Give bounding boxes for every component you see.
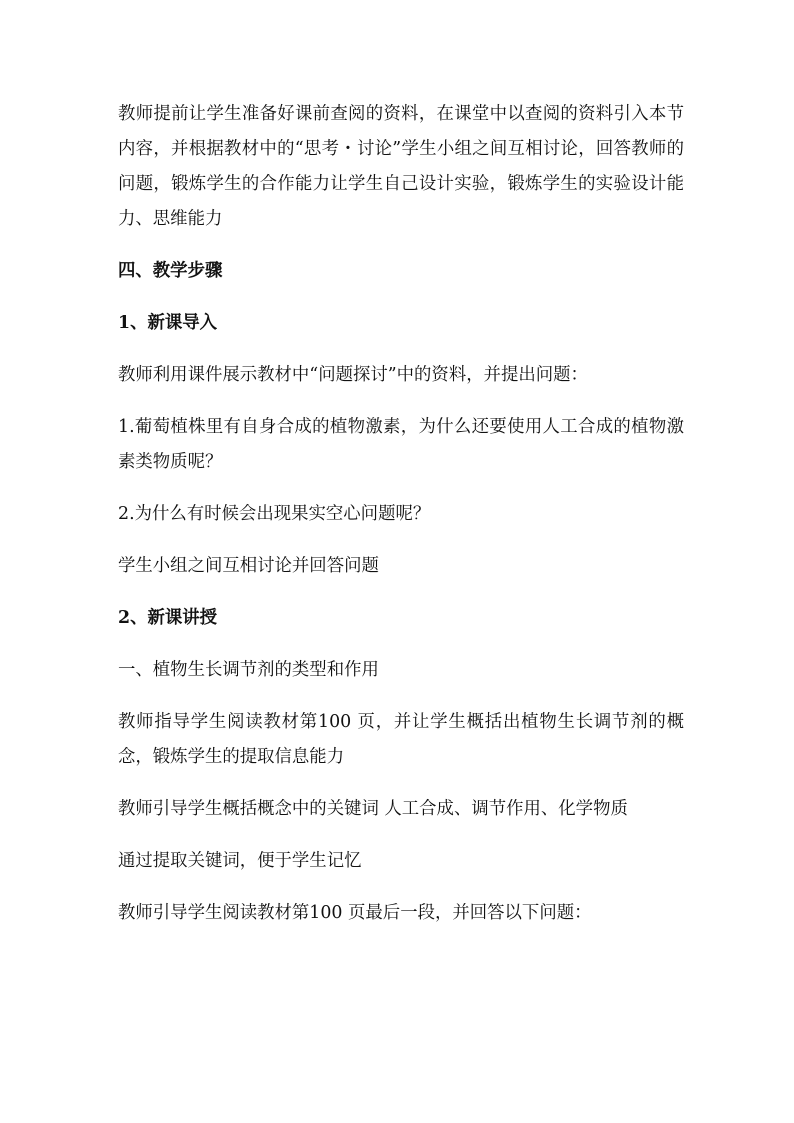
question-1: 1.葡萄植株里有自身合成的植物激素，为什么还要使用人工合成的植物激素类物质呢？ xyxy=(118,417,684,472)
subsection-heading-introduction: 1、新课导入 xyxy=(118,313,218,333)
paragraph-read-page-100: 教师指导学生阅读教材第100 页，并让学生概括出植物生长调节剂的概念，锻炼学生的提取信息能力 xyxy=(118,712,684,767)
paragraph-courseware: 教师利用课件展示教材中“问题探讨”中的资料，并提出问题： xyxy=(118,365,588,385)
topic-heading-regulators: 一、植物生长调节剂的类型和作用 xyxy=(118,660,379,680)
paragraph-keywords: 教师引导学生概括概念中的关键词 人工合成、调节作用、化学物质 xyxy=(118,799,628,819)
paragraph-group-discussion: 学生小组之间互相讨论并回答问题 xyxy=(118,556,379,576)
document-body xyxy=(118,97,684,948)
question-2: 2.为什么有时候会出现果实空心问题呢？ xyxy=(118,504,431,524)
paragraph-memory: 通过提取关键词，便于学生记忆 xyxy=(118,851,362,871)
intro-paragraph: 教师提前让学生准备好课前查阅的资料，在课堂中以查阅的资料引入本节内容，并根据教材中的“思考・讨论”学生小组之间互相讨论，回答教师的问题，锻炼学生的合作能力让学生自己设计实验，锻炼学生的实验设计能力、思维能力 xyxy=(118,104,684,229)
paragraph-last-section: 教师引导学生阅读教材第100 页最后一段，并回答以下问题： xyxy=(118,903,592,923)
subsection-heading-new-lesson: 2、新课讲授 xyxy=(118,608,218,628)
section-heading-teaching-steps: 四、教学步骤 xyxy=(118,261,223,281)
